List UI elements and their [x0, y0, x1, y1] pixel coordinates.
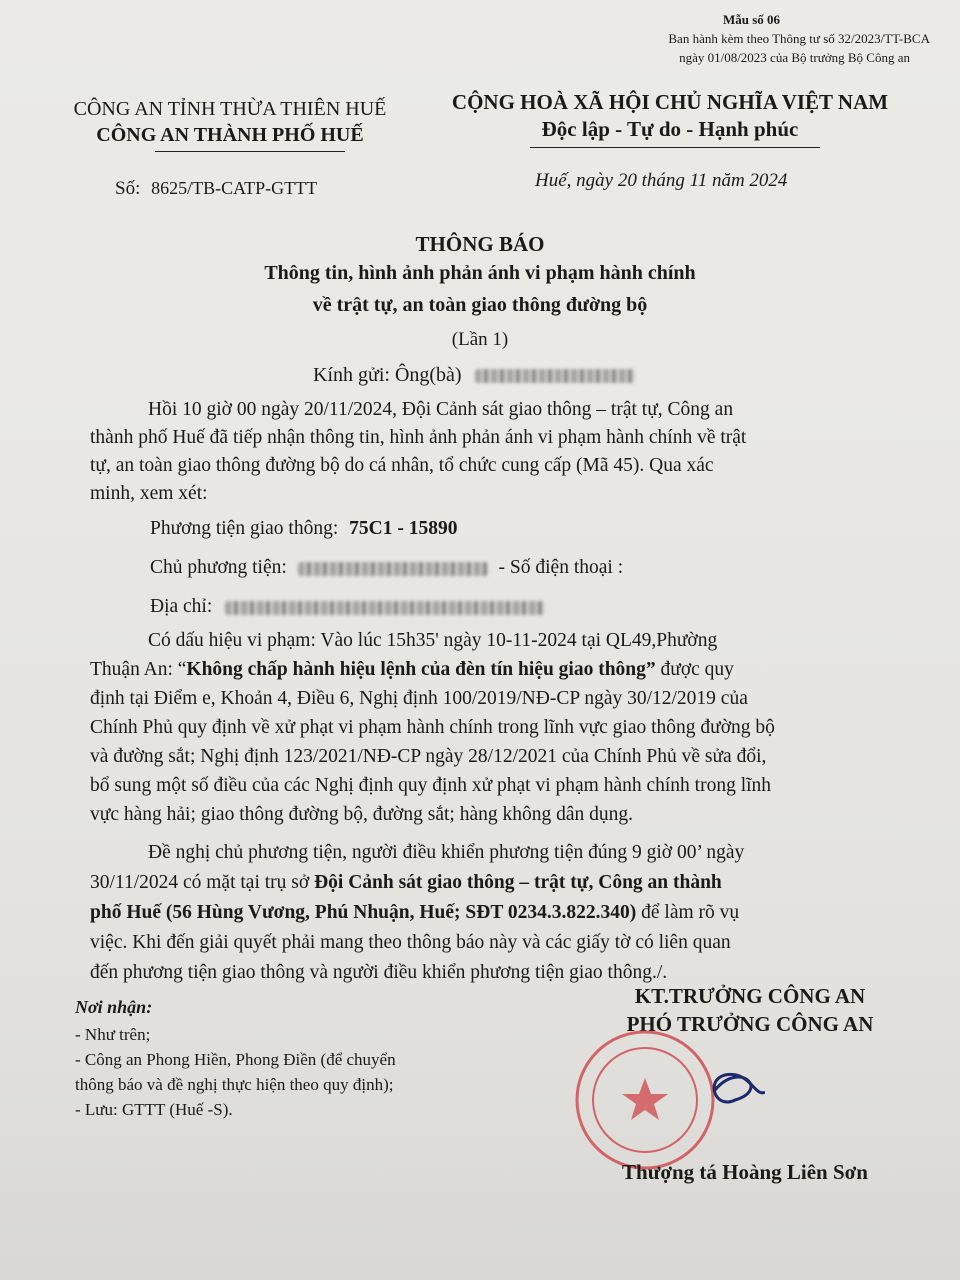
- signature-authority: KT.TRƯỞNG CÔNG AN: [634, 984, 866, 1008]
- intro-line: tự, an toàn giao thông đường bộ do cá nhân, tổ chức cung cấp (Mã 45). Qua xác: [90, 455, 714, 476]
- signature-title: PHÓ TRƯỞNG CÔNG AN: [626, 1012, 874, 1036]
- form-number: Mẫu số 06: [722, 12, 780, 27]
- document-number-label: Số:: [115, 178, 141, 199]
- addressee-label: Kính gửi: Ông(bà): [313, 364, 462, 386]
- recipient-item: - Như trên;: [75, 1025, 151, 1044]
- violation-text: được quy: [655, 659, 734, 680]
- addressee: [313, 364, 635, 387]
- intro-paragraph: [90, 396, 920, 508]
- issuing-organization: CÔNG AN THÀNH PHỐ HUẾ: [96, 124, 364, 146]
- address-row: [150, 596, 545, 618]
- notice-subtitle-1: Thông tin, hình ảnh phản ánh vi phạm hành chính: [264, 262, 696, 284]
- recipients-block: [75, 995, 396, 1122]
- violation-paragraph: [90, 626, 920, 829]
- violation-line: vực hàng hải; giao thông đường bộ, đường sắt; hàng không dân dụng.: [90, 804, 634, 825]
- intro-line: Hồi 10 giờ 00 ngày 20/11/2024, Đội Cảnh sát giao thông – trật tự, Công an: [148, 399, 734, 420]
- request-office: Đội Cảnh sát giao thông – trật tự, Công an thành: [314, 872, 722, 893]
- request-paragraph: [90, 838, 920, 988]
- violation-line: và đường sắt; Nghị định 123/2021/NĐ-CP ngày 28/12/2021 của Chính Phủ về sửa đổi,: [90, 746, 767, 767]
- recipients-title: Nơi nhận:: [75, 997, 153, 1017]
- intro-line: thành phố Huế đã tiếp nhận thông tin, hình ảnh phản ánh vi phạm hành chính về trật: [90, 427, 747, 448]
- address-label: Địa chỉ:: [150, 596, 213, 617]
- vehicle-plate: 75C1 - 15890: [349, 518, 458, 539]
- violation-line: [90, 655, 920, 684]
- form-issued-line-2: ngày 01/08/2023 của Bộ trưởng Bộ Công an: [679, 50, 910, 65]
- motto-underline: [530, 147, 820, 148]
- request-text: để làm rõ vụ: [636, 902, 740, 923]
- violation-line: Chính Phủ quy định về xử phạt vi phạm hành chính trong lĩnh vực giao thông đường bộ: [90, 717, 775, 738]
- request-line: việc. Khi đến giải quyết phải mang theo thông báo này và các giấy tờ có liên quan: [90, 932, 731, 953]
- request-line: [90, 868, 920, 898]
- violation-line: Có dấu hiệu vi phạm: Vào lúc 15h35' ngày 10-11-2024 tại QL49,Phường: [148, 630, 718, 651]
- phone-label: - Số điện thoại :: [498, 557, 624, 578]
- owner-row: [150, 557, 623, 579]
- document-number: [115, 178, 317, 200]
- recipient-item: thông báo và đề nghị thực hiện theo quy định);: [75, 1075, 394, 1094]
- request-text: 30/11/2024 có mặt tại trụ sở: [90, 872, 315, 893]
- notice-title: THÔNG BÁO: [415, 232, 545, 256]
- form-issued-line-1: Ban hành kèm theo Thông tư số 32/2023/TT-BCA: [668, 31, 930, 46]
- redacted-owner: [298, 562, 488, 576]
- redacted-name: [475, 369, 635, 383]
- vehicle-label: Phương tiện giao thông:: [150, 518, 339, 539]
- place-and-date: Huế, ngày 20 tháng 11 năm 2024: [535, 170, 788, 191]
- official-stamp-icon: [565, 1020, 765, 1170]
- violation-line: định tại Điểm e, Khoản 4, Điều 6, Nghị định 100/2019/NĐ-CP ngày 30/12/2019 của: [90, 688, 748, 709]
- notice-issue-number: (Lần 1): [451, 329, 509, 350]
- signer-name: Thượng tá Hoàng Liên Sơn: [622, 1160, 868, 1184]
- request-office-address: phố Huế (56 Hùng Vương, Phú Nhuận, Huế; SĐT 0234.3.822.340): [90, 902, 637, 923]
- request-line: Đề nghị chủ phương tiện, người điều khiển phương tiện đúng 9 giờ 00’ ngày: [148, 842, 745, 863]
- redacted-address: [225, 601, 545, 615]
- notice-subtitle-2: về trật tự, an toàn giao thông đường bộ: [312, 294, 648, 316]
- violation-text: Thuận An: “: [90, 659, 187, 680]
- violation-description: Không chấp hành hiệu lệnh của đèn tín hiệu giao thông”: [186, 659, 656, 680]
- country-name: CỘNG HOÀ XÃ HỘI CHỦ NGHĨA VIỆT NAM: [451, 90, 889, 114]
- request-line: đến phương tiện giao thông và người điều khiển phương tiện giao thông./.: [90, 962, 668, 983]
- violation-line: bổ sung một số điều của các Nghị định quy định xử phạt vi phạm hành chính trong lĩnh: [90, 775, 772, 796]
- national-motto: Độc lập - Tự do - Hạnh phúc: [541, 117, 799, 141]
- org-underline: [155, 151, 345, 152]
- vehicle-row: [150, 518, 457, 540]
- owner-label: Chủ phương tiện:: [150, 557, 287, 578]
- intro-line: minh, xem xét:: [90, 483, 208, 504]
- recipient-item: - Lưu: GTTT (Huế -S).: [75, 1100, 233, 1119]
- recipient-item: - Công an Phong Hiền, Phong Điền (để chuyển: [75, 1050, 396, 1069]
- request-line: [90, 898, 920, 928]
- form-reference: [560, 10, 930, 67]
- parent-organization: CÔNG AN TỈNH THỪA THIÊN HUẾ: [73, 98, 387, 120]
- document-number-value: 8625/TB-CATP-GTTT: [151, 178, 318, 198]
